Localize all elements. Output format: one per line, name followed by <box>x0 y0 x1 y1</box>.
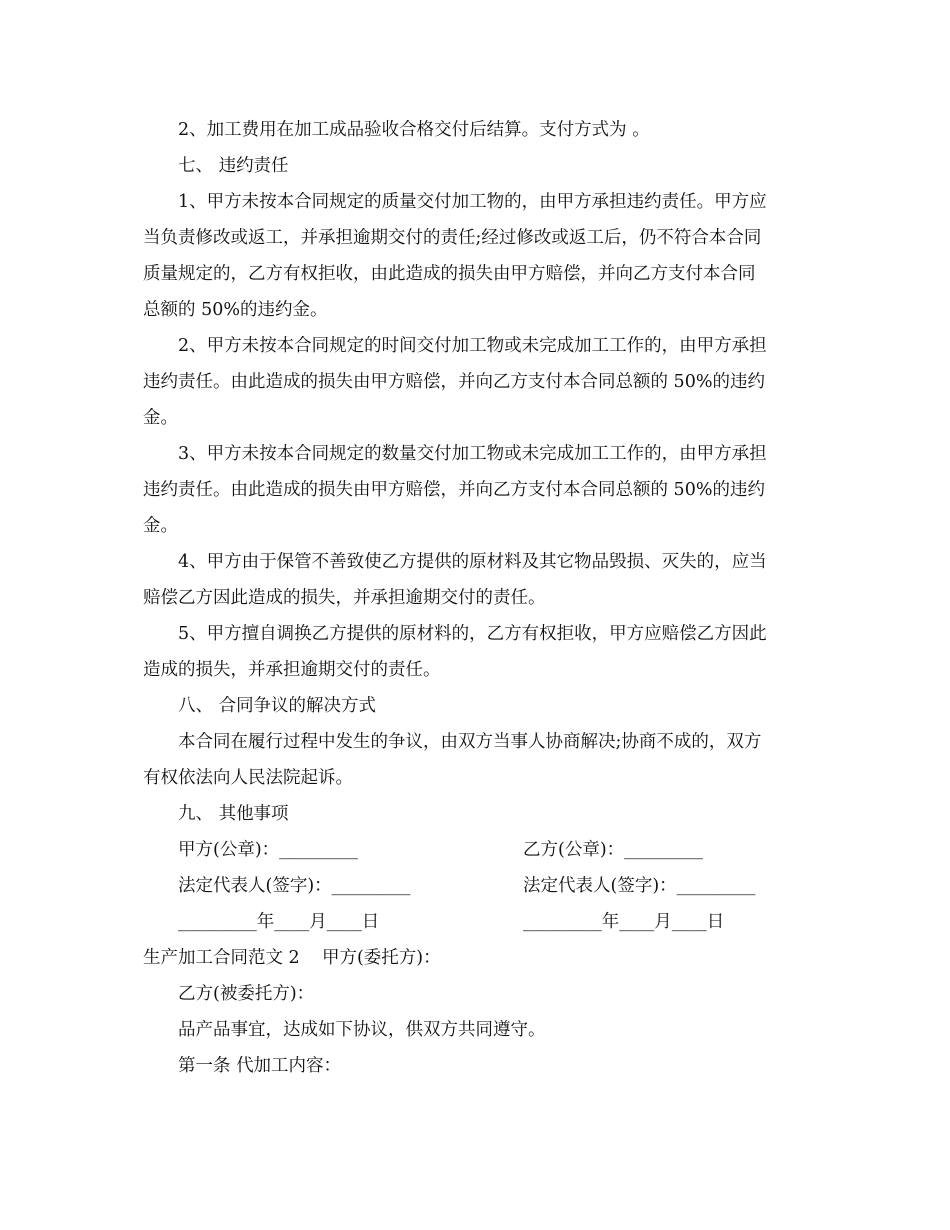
section-7-title: 七、 违约责任 <box>178 156 289 176</box>
party-b-date-field: _________年____月____日 <box>523 912 725 932</box>
document-page <box>143 112 809 1084</box>
section-9-title: 九、 其他事项 <box>178 804 289 824</box>
party-b-seal-field: 乙方(公章)：_________ <box>523 840 703 860</box>
clause-line: 5、甲方擅自调换乙方提供的原材料的，乙方有权拒收，甲方应赔偿乙方因此 <box>178 624 767 644</box>
section-8-line: 本合同在履行过程中发生的争议，由双方当事人协商解决;协商不成的，双方 <box>178 732 762 752</box>
clause-line: 金。 <box>143 516 178 536</box>
clause-line: 质量规定的，乙方有权拒收，由此造成的损失由甲方赔偿，并向乙方支付本合同 <box>143 264 756 284</box>
clause-line: 3、甲方未按本合同规定的数量交付加工物或未完成加工工作的，由甲方承担 <box>178 444 767 464</box>
party-a-representative-field: 法定代表人(签字)：_________ <box>178 876 411 896</box>
payment-clause: 2、加工费用在加工成品验收合格交付后结算。支付方式为 。 <box>178 120 650 140</box>
document-2-heading: 生产加工合同范文 2 甲方(委托方)： <box>143 948 441 968</box>
clause-line: 金。 <box>143 408 178 428</box>
party-a-date-field: _________年____月____日 <box>178 912 380 932</box>
clause-line: 2、甲方未按本合同规定的时间交付加工物或未完成加工工作的，由甲方承担 <box>178 336 767 356</box>
clause-7-4 <box>143 544 809 616</box>
party-b-representative-field: 法定代表人(签字)：_________ <box>523 876 756 896</box>
clause-line: 违约责任。由此造成的损失由甲方赔偿，并向乙方支付本合同总额的 50%的违约 <box>143 372 765 392</box>
clause-line: 4、甲方由于保管不善致使乙方提供的原材料及其它物品毁损、灭失的，应当 <box>178 552 767 572</box>
article-1-title: 第一条 代加工内容： <box>178 1056 342 1076</box>
agreement-statement: 品产品事宜，达成如下协议，供双方共同遵守。 <box>178 1020 546 1040</box>
clause-line: 当负责修改或返工，并承担逾期交付的责任;经过修改或返工后，仍不符合本合同 <box>143 228 762 248</box>
clause-7-5 <box>143 616 809 688</box>
clause-line: 违约责任。由此造成的损失由甲方赔偿，并向乙方支付本合同总额的 50%的违约 <box>143 480 765 500</box>
party-a-seal-field: 甲方(公章)：_________ <box>178 840 358 860</box>
section-8-title: 八、 合同争议的解决方式 <box>178 696 377 716</box>
signature-row-seal <box>143 832 809 868</box>
clause-line: 造成的损失，并承担逾期交付的责任。 <box>143 660 441 680</box>
section-8-line: 有权依法向人民法院起诉。 <box>143 768 353 788</box>
clause-line: 赔偿乙方因此造成的损失，并承担逾期交付的责任。 <box>143 588 546 608</box>
clause-line: 总额的 50%的违约金。 <box>143 300 328 320</box>
clause-7-1 <box>143 184 809 328</box>
clause-7-3 <box>143 436 809 544</box>
clause-7-2 <box>143 328 809 436</box>
signature-row-representative <box>143 868 809 904</box>
party-b-entrusted: 乙方(被委托方)： <box>178 984 315 1004</box>
clause-line: 1、甲方未按本合同规定的质量交付加工物的，由甲方承担违约责任。甲方应 <box>178 192 767 212</box>
signature-row-date <box>143 904 809 940</box>
